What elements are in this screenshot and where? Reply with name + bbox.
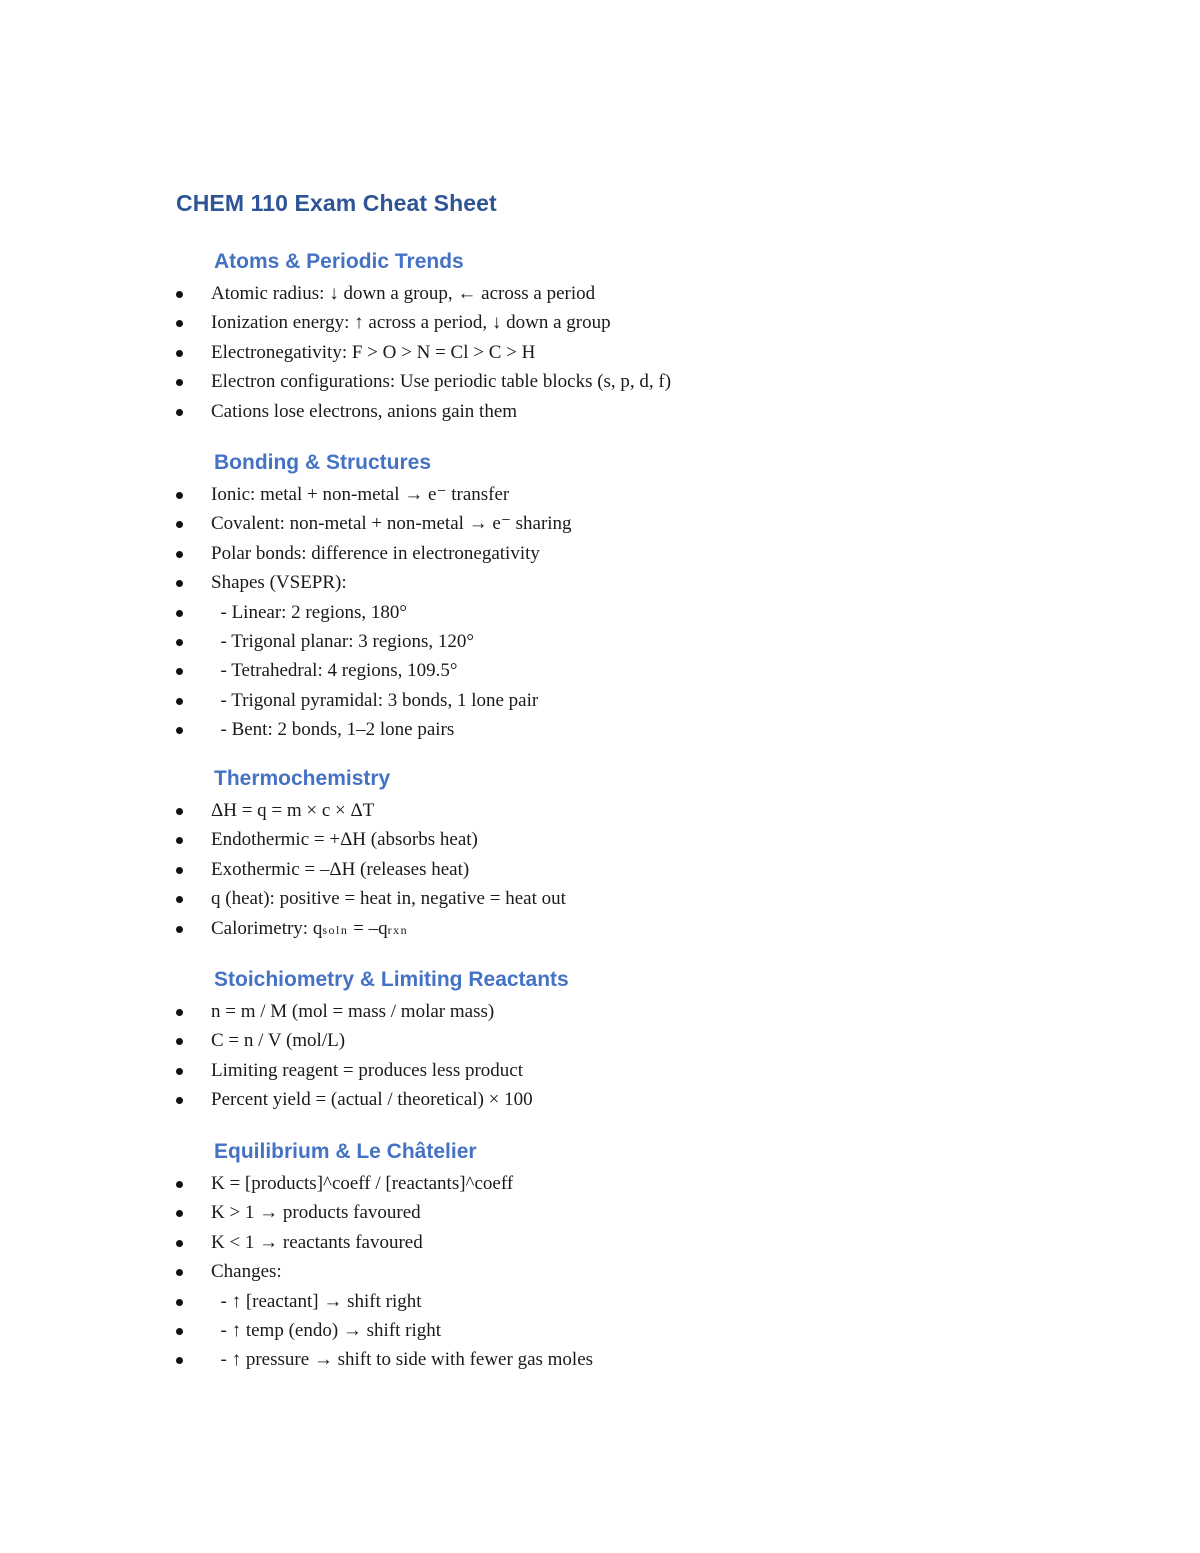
list-item: Limiting reagent = produces less product — [0, 1056, 1200, 1085]
list-item: - Linear: 2 regions, 180° — [0, 598, 1200, 627]
section-stoichiometry — [0, 963, 1200, 1115]
section-bonding-structures — [0, 446, 1200, 745]
list-item: Covalent: non-metal + non-metal → e⁻ sharing — [0, 509, 1200, 538]
bullet-list — [0, 997, 1200, 1115]
list-item: - ↑ temp (endo) → shift right — [0, 1316, 1200, 1345]
list-item: Atomic radius: ↓ down a group, ← across a period — [0, 279, 1200, 308]
section-thermochemistry — [0, 762, 1200, 943]
section-heading: Thermochemistry — [214, 767, 391, 790]
calorimetry-middle: = –q — [348, 917, 388, 939]
list-item: ΔH = q = m × c × ΔT — [0, 796, 1200, 825]
list-item: Ionization energy: ↑ across a period, ↓ down a group — [0, 308, 1200, 337]
list-item: q (heat): positive = heat in, negative = heat out — [0, 884, 1200, 913]
list-item: Electronegativity: F > O > N = Cl > C > H — [0, 338, 1200, 367]
list-item: K < 1 → reactants favoured — [0, 1228, 1200, 1257]
bullet-list — [0, 1169, 1200, 1375]
list-item-calorimetry — [0, 914, 1200, 943]
list-item: - Trigonal pyramidal: 3 bonds, 1 lone pair — [0, 686, 1200, 715]
list-item: K > 1 → products favoured — [0, 1198, 1200, 1227]
list-item: Electron configurations: Use periodic table blocks (s, p, d, f) — [0, 367, 1200, 396]
list-item: Endothermic = +ΔH (absorbs heat) — [0, 825, 1200, 854]
list-item: - Bent: 2 bonds, 1–2 lone pairs — [0, 715, 1200, 744]
list-item: Percent yield = (actual / theoretical) × 100 — [0, 1085, 1200, 1114]
section-equilibrium — [0, 1135, 1200, 1375]
list-item: - ↑ [reactant] → shift right — [0, 1287, 1200, 1316]
section-heading: Atoms & Periodic Trends — [214, 250, 464, 273]
calorimetry-prefix: Calorimetry: q — [211, 917, 323, 939]
list-item: K = [products]^coeff / [reactants]^coeff — [0, 1169, 1200, 1198]
list-item: Cations lose electrons, anions gain them — [0, 397, 1200, 426]
list-item: Polar bonds: difference in electronegativity — [0, 539, 1200, 568]
list-item: - ↑ pressure → shift to side with fewer gas moles — [0, 1345, 1200, 1374]
bullet-list — [0, 279, 1200, 426]
list-item: n = m / M (mol = mass / molar mass) — [0, 997, 1200, 1026]
list-item: - Trigonal planar: 3 regions, 120° — [0, 627, 1200, 656]
subscript-soln: soln — [322, 922, 349, 937]
list-item: Ionic: metal + non-metal → e⁻ transfer — [0, 480, 1200, 509]
document-title: CHEM 110 Exam Cheat Sheet — [176, 190, 497, 216]
list-item: Changes: — [0, 1257, 1200, 1286]
subscript-rxn: rxn — [387, 922, 409, 937]
section-atoms-periodic-trends — [0, 245, 1200, 426]
list-item: C = n / V (mol/L) — [0, 1026, 1200, 1055]
section-heading: Stoichiometry & Limiting Reactants — [214, 968, 569, 991]
list-item: - Tetrahedral: 4 regions, 109.5° — [0, 656, 1200, 685]
bullet-list — [0, 480, 1200, 745]
list-item: Exothermic = –ΔH (releases heat) — [0, 855, 1200, 884]
bullet-list — [0, 796, 1200, 943]
section-heading: Bonding & Structures — [214, 451, 432, 474]
section-heading: Equilibrium & Le Châtelier — [214, 1140, 477, 1163]
list-item: Shapes (VSEPR): — [0, 568, 1200, 597]
